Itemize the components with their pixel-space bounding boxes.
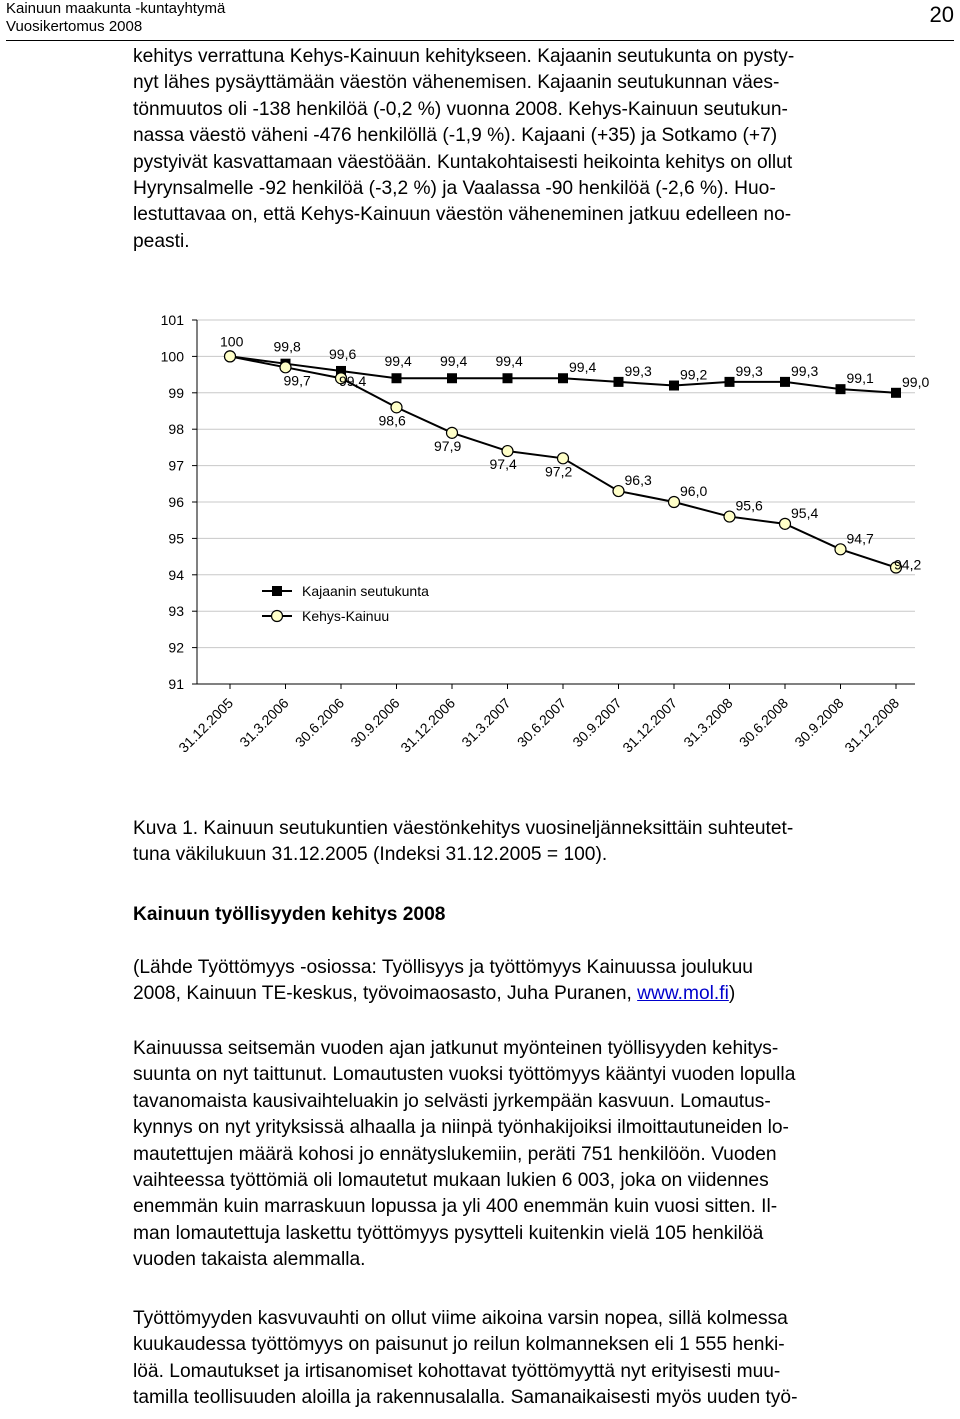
marker-kajaani	[891, 388, 901, 398]
x-tick-label: 30.9.2008	[791, 694, 847, 751]
y-tick-label: 91	[168, 676, 184, 692]
y-tick-label: 94	[168, 566, 184, 583]
intro-line: nassa väestö väheni -476 henkilöllä (-1,9 %). Kajaani (+35) ja Sotkamo (+7)	[133, 125, 778, 147]
document-header	[6, 0, 225, 36]
source-line	[133, 981, 951, 1007]
data-label-kajaani: 99,0	[902, 373, 930, 390]
data-label-kehys: 96,0	[680, 483, 708, 499]
data-label-kajaani: 99,3	[735, 362, 763, 379]
marker-kajaani	[669, 381, 679, 391]
x-tick-label: 31.12.2006	[397, 694, 459, 756]
x-tick-label: 30.6.2006	[291, 694, 348, 751]
data-label-kehys: 99,7	[283, 372, 311, 389]
intro-line: tönmuutos oli -138 henkilöä (-0,2 %) vuonna 2008. Kehys-Kainuun seutukun-	[133, 98, 788, 120]
employment-paragraph-1	[133, 1036, 951, 1274]
marker-kajaani	[503, 373, 513, 383]
marker-kehys	[225, 351, 236, 362]
source-close: )	[728, 983, 736, 1005]
x-tick-label: 31.12.2005	[175, 694, 237, 756]
data-label-kajaani: 99,8	[273, 338, 301, 355]
marker-kehys	[669, 497, 680, 508]
mol-link[interactable]: www.mol.fi	[637, 983, 729, 1005]
x-tick-label: 31.3.2008	[680, 694, 736, 751]
intro-line: Hyrynsalmelle -92 henkilöä (-3,2 %) ja Vaalassa -90 henkilöä (-2,6 %). Huo-	[133, 178, 776, 200]
x-tick-label: 31.12.2007	[619, 694, 681, 756]
page-number: 20	[929, 2, 954, 27]
x-tick-label: 30.6.2008	[735, 694, 792, 751]
data-label-kajaani: 99,4	[569, 359, 597, 376]
data-label-kajaani: 99,4	[495, 353, 523, 370]
body-line: tavanomaista kausivaihteluakin jo selvästi jyrkempään kasvuun. Lomautus-	[133, 1090, 771, 1112]
marker-kehys	[280, 362, 291, 373]
data-label-kehys: 94,2	[894, 556, 922, 573]
data-label-kehys: 97,4	[489, 456, 517, 473]
data-label-kajaani: 99,2	[680, 366, 708, 383]
section-heading: Kainuun työllisyyden kehitys 2008	[133, 904, 446, 925]
x-tick-label: 30.9.2006	[347, 694, 403, 751]
data-label-kajaani: 99,1	[846, 370, 874, 387]
body-line: kynnys on nyt yrityksissä alhaalla ja niinpä työnhakijoiksi ilmoittautuneiden lo-	[133, 1117, 789, 1139]
legend-marker-kajaani	[272, 586, 282, 596]
header-organization: Kainuun maakunta -kuntayhtymä	[6, 0, 226, 17]
data-label-kehys: 99,4	[339, 373, 367, 390]
y-tick-label: 98	[168, 421, 184, 438]
data-label-kehys: 96,3	[624, 472, 652, 489]
marker-kehys	[724, 511, 735, 522]
marker-kajaani	[836, 384, 846, 394]
body-line: mautettujen määrä kohosi jo ennätyslukemiin, peräti 751 henkilöön. Vuoden	[133, 1143, 777, 1165]
data-label-kajaani: 100	[220, 333, 244, 350]
intro-line: peasti.	[133, 230, 190, 252]
intro-line: nyt lähes pysäyttämään väestön vähenemisen. Kajaanin seutukunnan väes-	[133, 72, 780, 94]
body-line: vuoden takaista alemmalla.	[133, 1249, 366, 1271]
intro-paragraph	[133, 44, 951, 255]
data-label-kajaani: 99,3	[791, 362, 819, 379]
data-label-kajaani: 99,4	[384, 353, 412, 370]
marker-kehys	[502, 446, 513, 457]
x-tick-label: 30.9.2007	[569, 694, 625, 751]
marker-kehys	[391, 402, 402, 413]
data-label-kehys: 97,9	[434, 437, 462, 454]
marker-kajaani	[392, 373, 402, 383]
source-text: 2008, Kainuun TE-keskus, työvoimaosasto, Juha Puranen,	[133, 983, 638, 1005]
intro-line: kehitys verrattuna Kehys-Kainuun kehitykseen. Kajaanin seutukunta on pysty-	[133, 46, 795, 67]
x-tick-label: 31.3.2006	[236, 694, 292, 751]
body-line: suunta on nyt taittunut. Lomautusten vuoksi työttömyys kääntyi vuoden lopulla	[133, 1064, 796, 1086]
y-tick-label: 96	[168, 494, 184, 510]
legend-label-kajaani: Kajaanin seutukunta	[302, 583, 429, 599]
marker-kajaani	[558, 373, 568, 383]
marker-kehys	[780, 518, 791, 529]
x-tick-label: 31.3.2007	[458, 694, 514, 751]
body-line: Kainuussa seitsemän vuoden ajan jatkunut myönteinen työllisyyden kehitys-	[133, 1038, 779, 1059]
body-line: enemmän kuin marraskuun lopussa ja yli 400 enemmän kuin vuosi sitten. Il-	[133, 1196, 778, 1218]
marker-kehys	[558, 453, 569, 464]
header-report-title: Vuosikertomus 2008	[6, 18, 143, 35]
figure-caption	[133, 816, 951, 869]
y-tick-label: 92	[168, 639, 184, 656]
marker-kajaani	[725, 377, 735, 387]
marker-kehys	[447, 427, 458, 438]
body-line: kuukaudessa työttömyys on paisunut jo reilun kolmanneksen eli 1 555 henki-	[133, 1334, 785, 1356]
intro-line: lestuttavaa on, että Kehys-Kainuun väestön väheneminen jatkuu edelleen no-	[133, 204, 792, 226]
caption-line: Kuva 1. Kainuun seutukuntien väestönkehitys vuosineljänneksittäin suhteutet-	[133, 818, 794, 839]
x-tick-label: 30.6.2007	[513, 694, 570, 751]
source-note	[133, 955, 951, 1008]
body-line: vaihteessa työttömiä oli lomautetut mukaan lukien 6 003, joka on viidennes	[133, 1170, 769, 1192]
x-tick-label: 31.12.2008	[841, 694, 903, 756]
header-rule	[6, 40, 954, 41]
y-tick-label: 101	[160, 312, 184, 328]
data-label-kajaani: 99,6	[329, 345, 357, 362]
data-label-kajaani: 99,4	[440, 353, 468, 370]
marker-kajaani	[447, 373, 457, 383]
data-label-kehys: 95,4	[791, 504, 819, 521]
body-line: man lomautettuja laskettu työttömyys pysytteli kuitenkin vielä 105 henkilöä	[133, 1222, 764, 1244]
intro-line: pystyivät kasvattamaan väestöään. Kuntakohtaisesti heikointa kehitys on ollut	[133, 151, 793, 173]
legend-label-kehys: Kehys-Kainuu	[302, 608, 390, 624]
legend-marker-kehys	[272, 611, 283, 622]
employment-paragraph-2	[133, 1306, 951, 1412]
marker-kajaani	[614, 377, 624, 387]
data-label-kehys: 94,7	[846, 530, 874, 547]
y-tick-label: 95	[168, 530, 184, 547]
data-label-kehys: 97,2	[545, 463, 573, 480]
body-line: tamilla teollisuuden aloilla ja rakennusalalla. Samanaikaisesti myös uuden työ-	[133, 1387, 798, 1409]
marker-kehys	[613, 486, 624, 497]
population-index-chart	[140, 300, 940, 790]
y-tick-label: 97	[168, 457, 184, 474]
source-line: (Lähde Työttömyys -osiossa: Työllisyys ja työttömyys Kainuussa joulukuu	[133, 957, 753, 978]
y-tick-label: 100	[160, 348, 184, 365]
data-label-kehys: 98,6	[378, 412, 406, 429]
caption-line: tuna väkilukuun 31.12.2005 (Indeksi 31.12.2005 = 100).	[133, 844, 608, 866]
marker-kajaani	[780, 377, 790, 387]
marker-kehys	[835, 544, 846, 555]
body-line: löä. Lomautukset ja irtisanomiset kohottavat työttömyyttä nyt erityisesti muu-	[133, 1360, 781, 1382]
y-tick-label: 93	[168, 603, 184, 620]
data-label-kajaani: 99,3	[624, 362, 652, 379]
y-tick-label: 99	[168, 384, 184, 401]
body-line: Työttömyyden kasvuvauhti on ollut viime aikoina varsin nopea, sillä kolmessa	[133, 1308, 788, 1329]
data-label-kehys: 95,6	[735, 497, 763, 514]
